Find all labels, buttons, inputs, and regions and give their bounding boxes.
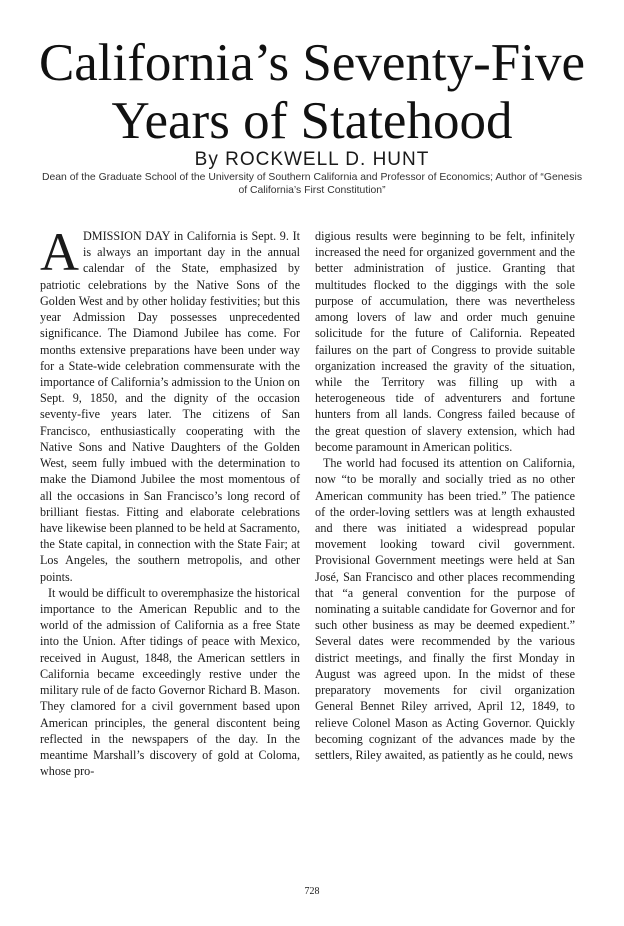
paragraph-4: The world had focused its attention on California, now “to be morally and socially tried as no other American community has been tried.” The patience of the order-loving settlers was at length exhausted and there was initiated a widespread popular movement looking toward civil government. Provisional Government meetings were held at San José, San Francisco and other places recommending that “a general convention for the purpose of nominating a suitable candidate for Governor and for such other business as may be deemed expedient.” Several dates were recommended by the various district meetings, and finally the first Monday in August was agreed upon. In the midst of these preparatory movements for civil organization General Bennet Riley arrived, April 12, 1849, to relieve Colonel Mason as Acting Governor. Quickly becoming cognizant of the advances made by the settlers, Riley awaited, as patiently as he could, news: [315, 456, 575, 762]
drop-cap: A: [40, 222, 79, 282]
article-title-line-1: California’s Seventy-Five: [38, 34, 586, 92]
article-title-line-2: Years of Statehood: [111, 92, 513, 150]
paragraph-1: [40, 222, 300, 585]
byline: By ROCKWELL D. HUNT: [194, 149, 430, 170]
left-column: [40, 222, 300, 779]
paragraph-2: It would be difficult to overemphasize the historical importance to the American Republic and to the world of the admission of California as a free State into the Union. After tidings of peace with Mexico, received in August, 1848, the American settlers in California became exceedingly restive under the military rule of de facto Governor Richard B. Mason. They clamored for a civil government based upon American principles, the general discontent being reflected in the newspapers of the day. In the meantime Marshall’s discovery of gold at Coloma, whose pro-: [40, 585, 300, 779]
article-body: [40, 222, 586, 888]
paragraph-3: digious results were beginning to be felt, infinitely increased the need for organized government and the better administration of justice. Granting that multitudes flocked to the diggings with the sole purpose of accumulation, there was nevertheless among lovers of law and order much genuine solicitude for the future of California. Repeated failures on the part of Congress to provide suitable organization increased the gravity of the situation, while the Territory was filling up with a heterogeneous tide of adventurers and fortune hunters from all lands. Congress failed because of the great question of slavery extension, which had become paramount in American politics.: [315, 229, 575, 454]
paragraph-1-text: DMISSION DAY in California is Sept. 9. It is always an important day in the annual calendar of the State, emphasized by patriotic celebrations by the Native Sons of the Golden West and by other holiday festivities; but this year Admission Day possesses unprecedented significance. The Diamond Jubilee has come. For months extensive preparations have been under way for a State-wide celebration commensurate with the importance of California’s admission to the Union on Sept. 9, 1850, and the dignity of the occasion seventy-five years later. The citizens of San Francisco, enthusiastically cooperating with the Native Sons and Native Daughters of the Golden West, seem fully imbued with the determination to make the Diamond Jubilee the most momentous of all the occasions in San Francisco’s long record of brilliant fiestas. Fitting and elaborate celebrations have likewise been planned to be held at Sacramento, the State capital, in connection with the State Fair; at Los Angeles, the southern metropolis, and other points.: [40, 229, 300, 584]
right-column: [315, 228, 575, 763]
page-number: 728: [304, 886, 320, 897]
author-affiliation: Dean of the Graduate School of the University of Southern California and Professor of Economics; Author of “Genesis of California’s First Constitution”: [41, 172, 583, 196]
